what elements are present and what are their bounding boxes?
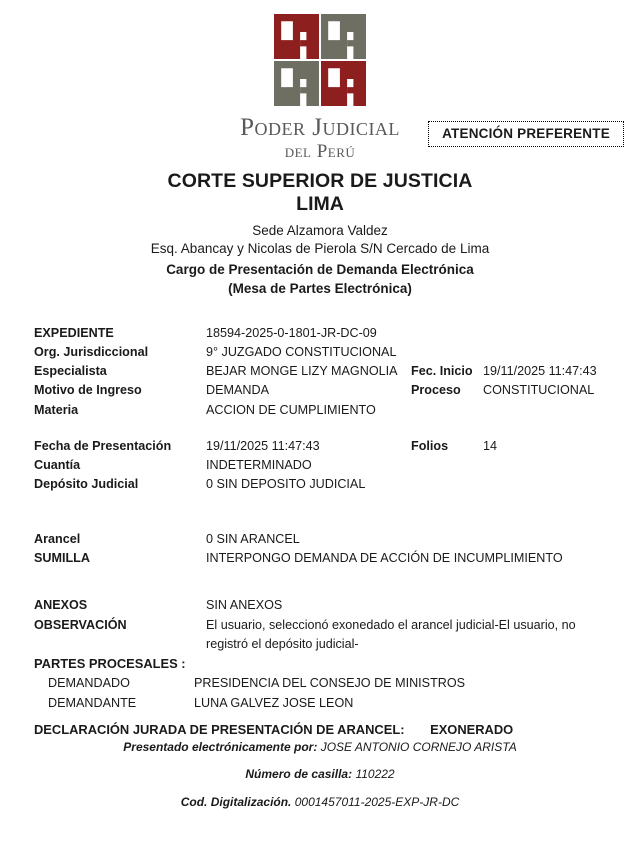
observacion-value: El usuario, seleccionó exonedado el arancel judicial-El usuario, no registró el depósito judicial- [206,617,576,651]
folios-label: Folios [411,438,449,453]
fec-inicio-value: 19/11/2025 11:47:43 [483,364,597,379]
demandante-label: DEMANDANTE [48,695,137,710]
cuantia-value: INDETERMINADO [206,457,312,472]
document-subtype: (Mesa de Partes Electrónica) [228,281,412,297]
especialista-label: Especialista [34,364,107,379]
field-row-fecha-presentacion [34,437,614,456]
expediente-label: EXPEDIENTE [34,326,114,340]
court-name: CORTE SUPERIOR DE JUSTICIA [167,170,473,192]
footer-casilla-row [0,765,640,784]
wordmark-line-2: del Perú [284,141,356,162]
spacer-2 [34,494,614,530]
court-venue: Sede Alzamora Valdez [252,223,388,238]
footer-codigo-row [0,793,640,812]
case-details [34,324,614,740]
atencion-preferente-badge: ATENCIÓN PREFERENTE [428,121,624,147]
partes-row-demandante [34,694,614,713]
sumilla-label: SUMILLA [34,551,90,566]
fecha-presentacion-value: 19/11/2025 11:47:43 [206,438,320,453]
partes-row-demandado [34,674,614,693]
logo-quadrant-bottom-left [274,61,319,106]
partes-procesales-title: PARTES PROCESALES : [34,655,186,671]
observacion-label: OBSERVACIÓN [34,617,127,632]
field-row-especialista [34,362,614,381]
field-row-cuantia [34,456,614,475]
declaracion-jurada-value: EXONERADO [430,721,514,737]
spacer-3 [34,568,614,596]
poder-judicial-logo [274,14,366,106]
sumilla-value: INTERPONGO DEMANDA DE ACCIÓN DE INCUMPLIMIENTO [206,551,563,566]
proceso-value: CONSTITUCIONAL [483,383,595,398]
casilla-label: Número de casilla: [245,767,353,782]
declaracion-jurada-label: DECLARACIÓN JURADA DE PRESENTACIÓN DE ARANCEL: [34,721,405,737]
field-row-materia [34,401,614,420]
arancel-value: 0 SIN ARANCEL [206,532,300,547]
field-row-observacion [34,616,614,654]
field-row-anexos [34,596,614,615]
cuantia-label: Cuantía [34,457,81,472]
field-row-sumilla [34,549,614,568]
document-type: Cargo de Presentación de Demanda Electrónica [166,262,474,278]
demandado-value: PRESIDENCIA DEL CONSEJO DE MINISTROS [194,676,466,691]
materia-value: ACCION DE CUMPLIMIENTO [206,402,376,417]
logo-quadrant-top-right [321,14,366,59]
logo-quadrant-bottom-right [321,61,366,106]
organo-jurisdiccional-value: 9° JUZGADO CONSTITUCIONAL [206,345,397,360]
wordmark-line-1: Poder Judicial [240,114,400,141]
organo-jurisdiccional-label: Org. Jurisdiccional [34,345,149,360]
field-row-deposito [34,475,614,494]
demandado-label: DEMANDADO [48,676,130,691]
expediente-value: 18594-2025-0-1801-JR-DC-09 [206,326,377,340]
field-row-arancel [34,530,614,549]
court-district: LIMA [296,193,344,215]
demandante-value: LUNA GALVEZ JOSE LEON [194,695,354,710]
cod-digitalizacion-value: 0001457011-2025-EXP-JR-DC [294,794,460,809]
cod-digitalizacion-label: Cod. Digitalización. [180,794,292,809]
motivo-ingreso-label: Motivo de Ingreso [34,383,142,398]
casilla-value: 110222 [355,767,395,782]
field-row-organo [34,343,614,362]
proceso-label: Proceso [411,383,461,398]
document-title-block [0,170,640,299]
spacer-1 [34,420,614,437]
arancel-label: Arancel [34,532,81,547]
folios-value: 14 [483,438,498,453]
court-address: Esq. Abancay y Nicolas de Pierola S/N Cercado de Lima [150,241,490,257]
presentado-label: Presentado electrónicamente por: [123,740,318,754]
especialista-value: BEJAR MONGE LIZY MAGNOLIA [206,364,398,379]
field-row-expediente [34,324,614,343]
deposito-judicial-value: 0 SIN DEPOSITO JUDICIAL [206,476,366,491]
footer-presentado-row [0,738,640,757]
fecha-presentacion-label: Fecha de Presentación [34,438,172,453]
document-footer [0,738,640,820]
anexos-label: ANEXOS [34,598,88,613]
logo-quadrant-top-left [274,14,319,59]
deposito-judicial-label: Depósito Judicial [34,476,139,491]
field-row-motivo [34,381,614,400]
motivo-ingreso-value: DEMANDA [206,383,269,398]
presentado-value: JOSE ANTONIO CORNEJO ARISTA [320,740,517,754]
materia-label: Materia [34,402,79,417]
anexos-value: SIN ANEXOS [206,598,283,613]
fec-inicio-label: Fec. Inicio [411,364,473,379]
